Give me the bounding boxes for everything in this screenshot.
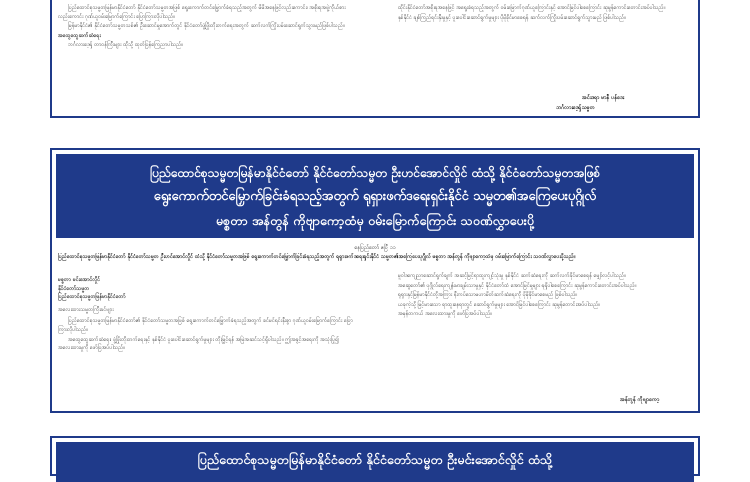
headline-line: မစ္စတာ အန်တွန် ကိုဗျာကော့ထံမှ ဝမ်းမြောက်ကြောင်း သဝဏ်လွှာပေးပို့ [215, 213, 535, 228]
headline-line: ပြည်ထောင်စုသမ္မတမြန်မာနိုင်ငံတော် နိုင်ငံတော်သမ္မတ ဦးဟင်အောင်လှိုင် ထံသို့ နိုင်ငံတော်သမ္မတအဖြစ် [149, 166, 601, 180]
headline-line: ပြည်ထောင်စုသမ္မတမြန်မာနိုင်ငံတော် နိုင်ငံတော်သမ္မတ ဦးမင်းအောင်လှိုင် ထံသို့ [197, 452, 553, 467]
top-article-left-column [58, 4, 358, 114]
paragraph: မြန်မာနိုင်ငံ၏ နိုင်ငံတော်သမ္မတသစ်၏ ဦးဆောင်မှုအောက်တွင် နိုင်ငံတော်ဖွံ့ဖြိုးတိုးတက်ရေးအတွက် ဆက်လက်ကြိုးပမ်းဆောင်ရွက်သွားမည်ဖြစ်ပါသည်။ [68, 23, 345, 30]
top-article-right-column [388, 4, 688, 84]
addressee-country: ပြည်ထောင်စုသမ္မတမြန်မာနိုင်ငံတော် [58, 294, 126, 301]
paragraph: မူဝါဒကျေညာဆောင်ရွက်ချက် အဆင့်မြင့်ရာထူးကျင့်သုံးမှု နှစ်နိုင်ငံ ဆက်ဆံရေးကို ဆက်လက်ခိုင်မာစေရန် မျှော်လင့်ပါသည်။ [398, 273, 626, 279]
middle-article-box [50, 148, 700, 413]
paragraph: အဆွေတော်၏ ပုဂ္ဂိုလ်ရေးကျန်းမာချမ်းသာမှုနှင့် နိုင်ငံတော်ထံ အောင်မြင်မှုများ ရရှိပါစေကြောင်း ဆုမွန်ကောင်းတောင်းအပ်ပါသည်။ [398, 282, 637, 289]
paragraph: ပြည်ထောင်စုသမ္မတမြန်မာနိုင်ငံတော်၏ နိုင်ငံတော်သမ္မတအဖြစ် ရွေးကောက်တင်မြှောက်ခံရသည့်အတွက် ခင်မင်ရင်းနှီးစွာ ဂုဏ်ယူဝမ်းမြောက်ကြောင်း ပြောကြားလိုပါသည်။ [58, 318, 353, 333]
paragraph: ဘင်္ဂလားဒေ့ရှ် တာဝန်ကြီးများ ထိုသို့ ထုတ်ပြန်ကြေညာပါသည်။ [68, 42, 183, 49]
addressee-name: မစ္စတာ မင်းအောင်လှိုင် [58, 277, 101, 283]
subheading: အထွေထွေဆက်ဆံရေး [58, 32, 101, 39]
lead-paragraph: ပြည်ထောင်စုသမ္မတမြန်မာနိုင်ငံတော် နိုင်ငံတော်သမ္မတ ဦးဟင်အောင်လှိုင် ထံသို့ နိုင်ငံတော်သမ္မတအဖြစ် ရွေးကောက်တင်မြှောက်ခြင်းခံရသည့်အတွက် ရုရှားဖက်ဒရေးရှင်းနိုင်ငံ သမ္မတ၏အကြေပေးပုဂ္ဂိုလ် မစ္စတာ အန်တွန် ကိုဗျာကော့ထံမှ ဝမ်းမြောက်ကြောင်း သဝဏ်လွှာပေးပို့သည်။ [58, 254, 576, 260]
paragraph: အမှန်တကယ် အလေးထားမှုကို ဖော်ပြအပ်ပါသည်။ [398, 311, 493, 318]
paragraph: အထွေထွေဆက်ဆံရေး၊ ဖွံ့ဖြိုးတိုးတက်ရေးနှင့် နှစ်နိုင်ငံ ပူးပေါင်းဆောင်ရွက်မှုများ တိုးမြှင့်ရန် အမြဲအဆင်သင့်ရှိပါသည်။ ဤအခွင့်အရေးကို အသုံးပြု၍ အလေးထားမှုကို ဖော်ပြအပ်ပါသည်။ [58, 336, 339, 352]
paragraph: ယခုကဲ့သို့ မြင့်မားသော ရာထူးနေရာတွင် ဆောင်ရွက်မှုများ အောင်မြင်ပါစေကြောင်း ဆုမွန်တောင်းအပ်ပါသည်။ [398, 301, 600, 308]
paragraph: ထိုင်းနိုင်ငံတော်အစိုးရအနေဖြင့် အရွေးခံရသည့်အတွက် ဝမ်းမြောက်ဂုဏ်ယူကြောင်းနှင့် အောင်မြင်ပါစေကြောင်း ဆုမွန်ကောင်းတောင်းအပ်ပါသည်။ [398, 5, 666, 11]
letter-left-column [58, 276, 358, 408]
paragraph: နှစ်နိုင်ငံ ချစ်ကြည်ရင်းနှီးမှုနှင့် ပူးပေါင်းဆောင်ရွက်မှုများ ပိုမိုခိုင်မာစေရန် ဆက်လက်ကြိုးပမ်းဆောင်ရွက်သွားမည် ဖြစ်ပါသည်။ [398, 14, 626, 21]
headline-line: ရွေးကောက်တင်မြှောက်ခြင်းခံရသည့်အတွက် ရုရှားဖက်ဒရေးရှင်းနိုင်ငံ သမ္မတ၏အကြေပေးပုဂ္ဂိုလ် [153, 189, 597, 204]
dateline: နေပြည်တော် ဧပြီ ၁၁ [354, 245, 396, 251]
paragraph: ပြည်ထောင်စုသမ္မတမြန်မာနိုင်ငံတော် နိုင်ငံတော်သမ္မတအဖြစ် ရွေးကောက်တင်မြှောက်ခံရသည့်အတွက် မိမိအနေဖြင့်လည်းကောင်း၊ အစိုးရအဖွဲ့ကိုယ်စားလည်းကောင်း ဂုဏ်ယူဝမ်းမြောက်ကြောင်း ပြောကြားလိုပါသည်။ [58, 5, 346, 20]
salutation: အလေးထားသမ္မတကြီးခင်ဗျား [58, 306, 114, 313]
top-article-box [50, 0, 700, 118]
headline-banner [56, 154, 694, 238]
bottom-headline-banner [56, 442, 694, 482]
top-signature-name: အင်းဒရာ မာနီ ပန်ဒေး [582, 95, 625, 101]
top-signature-title: ဘင်္ဂလားဒေ့ရှ်သမ္မတ [556, 105, 596, 111]
letter-right-column [388, 272, 688, 390]
addressee-title: နိုင်ငံတော်သမ္မတ [58, 285, 90, 292]
bottom-article-box [50, 436, 700, 476]
letter-signature: အန်တွန် ကိုဗျာကော့ [620, 397, 660, 403]
paragraph: ရုရှားနှင့်မြန်မာနိုင်ငံတို့အကြား နီးကပ်သောမဟာမိတ်ဆက်ဆံရေးကို ပိုမိုခိုင်မာစေမည် ဖြစ်ပါသည်။ [398, 292, 578, 299]
